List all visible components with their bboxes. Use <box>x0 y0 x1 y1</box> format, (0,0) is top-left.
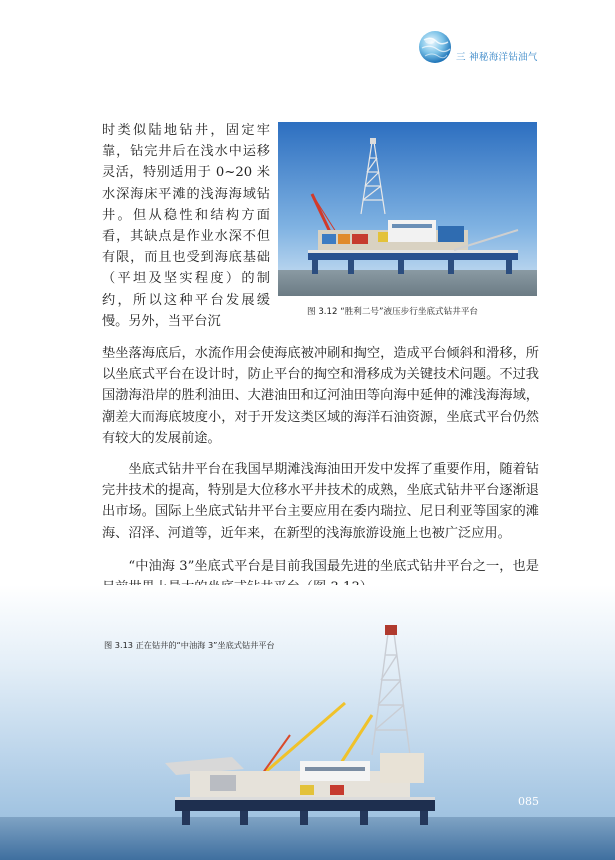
figure-3-12-caption: 图 3.12 “胜利二号”液压步行坐底式钻井平台 <box>307 307 479 317</box>
figure-3-12-photo <box>278 122 537 296</box>
page-header <box>0 0 615 70</box>
figure-3-13-caption: 图 3.13 正在钻井的“中油海 3”坐底式钻井平台 <box>104 640 275 650</box>
figure-3-13-photo <box>0 585 615 860</box>
globe-icon <box>418 30 452 64</box>
chapter-title: 三 神秘海洋钻油气 <box>456 52 538 63</box>
body-paragraph-4: “中油海 3”坐底式平台是目前我国最先进的坐底式钻井平台之一，也是 <box>128 559 539 574</box>
body-paragraph-1: 时类似陆地钻井，固定牢靠，钻完井后在浅水中运移灵活，特别适用于 0~20 米水深海床平滩的浅海海域钻井。但从稳性和结构方面看，其缺点是作业水深不但有限，而且也受到海底基础（平坦及坚实程度）的制约，所以这种平台发展缓慢。另外，当平台沉 <box>102 123 270 329</box>
body-paragraph-3: 坐底式钻井平台在我国早期滩浅海油田开发中发挥了重要作用，随着钻完井技术的提高，特别是大位移水平井技术的成熟，坐底式钻井平台逐渐退出市场。国际上坐底式钻井平台主要应用在委内瑞拉、尼日利亚等国家的滩海、沼泽、河道等，近年来，在新型的浅海旅游设施上也被广泛应用。 <box>102 462 539 541</box>
page-number: 085 <box>518 795 539 808</box>
body-paragraph-2: 垫坐落海底后，水流作用会使海底被冲刷和掏空，造成平台倾斜和滑移，所以坐底式平台在设计时，防止平台的掏空和滑移成为关键技术问题。不过我国渤海沿岸的胜利油田、大港油田和辽河油田等向海中延伸的滩浅海海域，潮差大而海底坡度小，对于开发这类区域的海洋石油资源，坐底式平台仍然有较大的发展前途。 <box>102 346 539 446</box>
